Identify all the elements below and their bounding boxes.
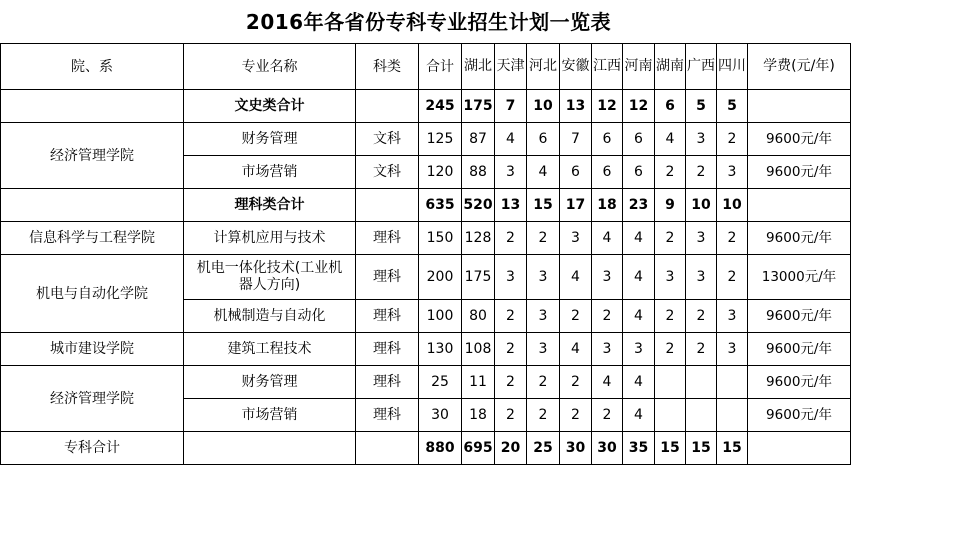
- cell-value: [686, 399, 717, 432]
- cell-value: 175: [462, 255, 495, 300]
- cell-value: 20: [495, 432, 527, 465]
- cell-college: 机电与自动化学院: [1, 255, 184, 333]
- table-row: [1, 123, 851, 156]
- cell-value: 2: [527, 399, 560, 432]
- cell-fee: 9600元/年: [748, 300, 851, 333]
- cell-value: 3: [592, 255, 623, 300]
- cell-value: 3: [686, 255, 717, 300]
- cell-category: 理科: [356, 366, 419, 399]
- cell-value: 5: [686, 90, 717, 123]
- cell-total: 635: [419, 189, 462, 222]
- cell-value: 2: [686, 333, 717, 366]
- cell-value: 2: [495, 222, 527, 255]
- cell-major: 机械制造与自动化: [184, 300, 356, 333]
- cell-total: 150: [419, 222, 462, 255]
- cell-value: 4: [527, 156, 560, 189]
- grand-total-row: [1, 432, 851, 465]
- header-category: 科类: [356, 44, 419, 90]
- cell-value: 3: [527, 333, 560, 366]
- cell-value: 3: [527, 300, 560, 333]
- cell-value: 2: [560, 300, 592, 333]
- cell-value: 5: [717, 90, 748, 123]
- cell-value: 6: [527, 123, 560, 156]
- cell-value: 3: [495, 255, 527, 300]
- cell-value: 10: [527, 90, 560, 123]
- header-province: 河北: [527, 44, 560, 90]
- cell-category: 文科: [356, 123, 419, 156]
- cell-value: 2: [686, 300, 717, 333]
- cell-value: 11: [462, 366, 495, 399]
- cell-value: 15: [655, 432, 686, 465]
- cell-major: 计算机应用与技术: [184, 222, 356, 255]
- cell-value: 3: [717, 300, 748, 333]
- table-row: [1, 222, 851, 255]
- cell-value: 2: [527, 222, 560, 255]
- cell-value: 10: [717, 189, 748, 222]
- cell-value: [717, 366, 748, 399]
- cell-value: 15: [717, 432, 748, 465]
- cell-value: [655, 366, 686, 399]
- header-province: 安徽: [560, 44, 592, 90]
- cell-fee: 9600元/年: [748, 156, 851, 189]
- cell-total: 120: [419, 156, 462, 189]
- cell-value: 2: [560, 399, 592, 432]
- cell-value: 4: [623, 399, 655, 432]
- cell-value: 18: [592, 189, 623, 222]
- cell-fee: 13000元/年: [748, 255, 851, 300]
- cell-value: 35: [623, 432, 655, 465]
- cell-fee: 9600元/年: [748, 222, 851, 255]
- cell-value: 3: [527, 255, 560, 300]
- cell-major: 财务管理: [184, 123, 356, 156]
- cell-value: 4: [592, 222, 623, 255]
- cell-major: 建筑工程技术: [184, 333, 356, 366]
- cell-category: 理科: [356, 399, 419, 432]
- cell-value: 6: [623, 156, 655, 189]
- cell-value: 128: [462, 222, 495, 255]
- cell-value: 12: [623, 90, 655, 123]
- cell-value: 6: [623, 123, 655, 156]
- header-province: 河南: [623, 44, 655, 90]
- row-label: 文史类合计: [184, 90, 356, 123]
- cell-value: 12: [592, 90, 623, 123]
- cell-category: 文科: [356, 156, 419, 189]
- cell-value: 2: [686, 156, 717, 189]
- cell-value: 4: [623, 255, 655, 300]
- cell-value: 4: [623, 222, 655, 255]
- cell-value: 2: [717, 222, 748, 255]
- cell-value: 520: [462, 189, 495, 222]
- cell-value: 10: [686, 189, 717, 222]
- cell-value: 4: [623, 300, 655, 333]
- cell-value: 3: [655, 255, 686, 300]
- cell-total: 100: [419, 300, 462, 333]
- cell-value: 2: [495, 333, 527, 366]
- header-row: [1, 44, 851, 90]
- cell-value: 30: [592, 432, 623, 465]
- header-province: 四川: [717, 44, 748, 90]
- cell-value: [686, 366, 717, 399]
- cell-value: 175: [462, 90, 495, 123]
- cell-major: 市场营销: [184, 156, 356, 189]
- header-province: 江西: [592, 44, 623, 90]
- cell-value: 2: [495, 366, 527, 399]
- cell-major: 财务管理: [184, 366, 356, 399]
- header-province: 天津: [495, 44, 527, 90]
- cell-value: 80: [462, 300, 495, 333]
- cell-value: 695: [462, 432, 495, 465]
- cell-value: 2: [717, 123, 748, 156]
- cell-value: 2: [655, 300, 686, 333]
- cell-value: 2: [560, 366, 592, 399]
- cell-value: 4: [592, 366, 623, 399]
- header-major: 专业名称: [184, 44, 356, 90]
- cell-value: 6: [592, 123, 623, 156]
- cell-value: 25: [527, 432, 560, 465]
- science-total-row: [1, 189, 851, 222]
- header-college: 院、系: [1, 44, 184, 90]
- cell-college: 经济管理学院: [1, 366, 184, 432]
- cell-value: 2: [717, 255, 748, 300]
- table-row: [1, 333, 851, 366]
- cell-major: 机电一体化技术(工业机器人方向): [184, 255, 356, 300]
- cell-value: 2: [592, 300, 623, 333]
- header-total: 合计: [419, 44, 462, 90]
- cell-fee: 9600元/年: [748, 123, 851, 156]
- cell-fee: 9600元/年: [748, 399, 851, 432]
- cell-value: 7: [495, 90, 527, 123]
- cell-total: 130: [419, 333, 462, 366]
- cell-fee: 9600元/年: [748, 366, 851, 399]
- cell-total: 200: [419, 255, 462, 300]
- page-title: 2016年各省份专科专业招生计划一览表: [245, 10, 612, 34]
- cell-value: 6: [655, 90, 686, 123]
- header-province: 广西: [686, 44, 717, 90]
- cell-value: 3: [717, 333, 748, 366]
- cell-value: 15: [527, 189, 560, 222]
- cell-value: 87: [462, 123, 495, 156]
- cell-category: 理科: [356, 255, 419, 300]
- cell-value: 2: [655, 333, 686, 366]
- row-label: 理科类合计: [184, 189, 356, 222]
- cell-college: 信息科学与工程学院: [1, 222, 184, 255]
- cell-major: 市场营销: [184, 399, 356, 432]
- cell-value: 6: [592, 156, 623, 189]
- cell-value: 4: [560, 333, 592, 366]
- cell-value: 6: [560, 156, 592, 189]
- enrollment-plan-table: [0, 43, 851, 465]
- table-row: [1, 366, 851, 399]
- row-label: 专科合计: [1, 432, 184, 465]
- cell-value: 3: [686, 123, 717, 156]
- cell-value: 3: [623, 333, 655, 366]
- cell-value: [655, 399, 686, 432]
- cell-value: 13: [560, 90, 592, 123]
- cell-value: 2: [495, 399, 527, 432]
- cell-value: 18: [462, 399, 495, 432]
- cell-college: 经济管理学院: [1, 123, 184, 189]
- header-fee: 学费(元/年): [748, 44, 851, 90]
- cell-value: 2: [592, 399, 623, 432]
- header-province: 湖南: [655, 44, 686, 90]
- cell-value: 108: [462, 333, 495, 366]
- cell-category: 理科: [356, 300, 419, 333]
- cell-category: 理科: [356, 222, 419, 255]
- cell-value: 2: [655, 222, 686, 255]
- cell-fee: 9600元/年: [748, 333, 851, 366]
- cell-value: 88: [462, 156, 495, 189]
- cell-value: 7: [560, 123, 592, 156]
- cell-total: 125: [419, 123, 462, 156]
- cell-value: 3: [560, 222, 592, 255]
- cell-value: 9: [655, 189, 686, 222]
- cell-value: 3: [495, 156, 527, 189]
- cell-college: 城市建设学院: [1, 333, 184, 366]
- cell-value: 2: [495, 300, 527, 333]
- cell-value: 23: [623, 189, 655, 222]
- cell-value: 2: [527, 366, 560, 399]
- cell-value: 3: [592, 333, 623, 366]
- cell-value: 30: [560, 432, 592, 465]
- cell-total: 245: [419, 90, 462, 123]
- cell-total: 880: [419, 432, 462, 465]
- cell-total: 30: [419, 399, 462, 432]
- cell-value: 4: [655, 123, 686, 156]
- cell-total: 25: [419, 366, 462, 399]
- cell-value: [717, 399, 748, 432]
- cell-value: 4: [495, 123, 527, 156]
- cell-value: 2: [655, 156, 686, 189]
- cell-value: 17: [560, 189, 592, 222]
- arts-total-row: [1, 90, 851, 123]
- table-row: [1, 255, 851, 300]
- cell-value: 3: [686, 222, 717, 255]
- cell-value: 3: [717, 156, 748, 189]
- cell-value: 4: [560, 255, 592, 300]
- cell-category: 理科: [356, 333, 419, 366]
- cell-value: 15: [686, 432, 717, 465]
- cell-value: 13: [495, 189, 527, 222]
- header-province: 湖北: [462, 44, 495, 90]
- cell-value: 4: [623, 366, 655, 399]
